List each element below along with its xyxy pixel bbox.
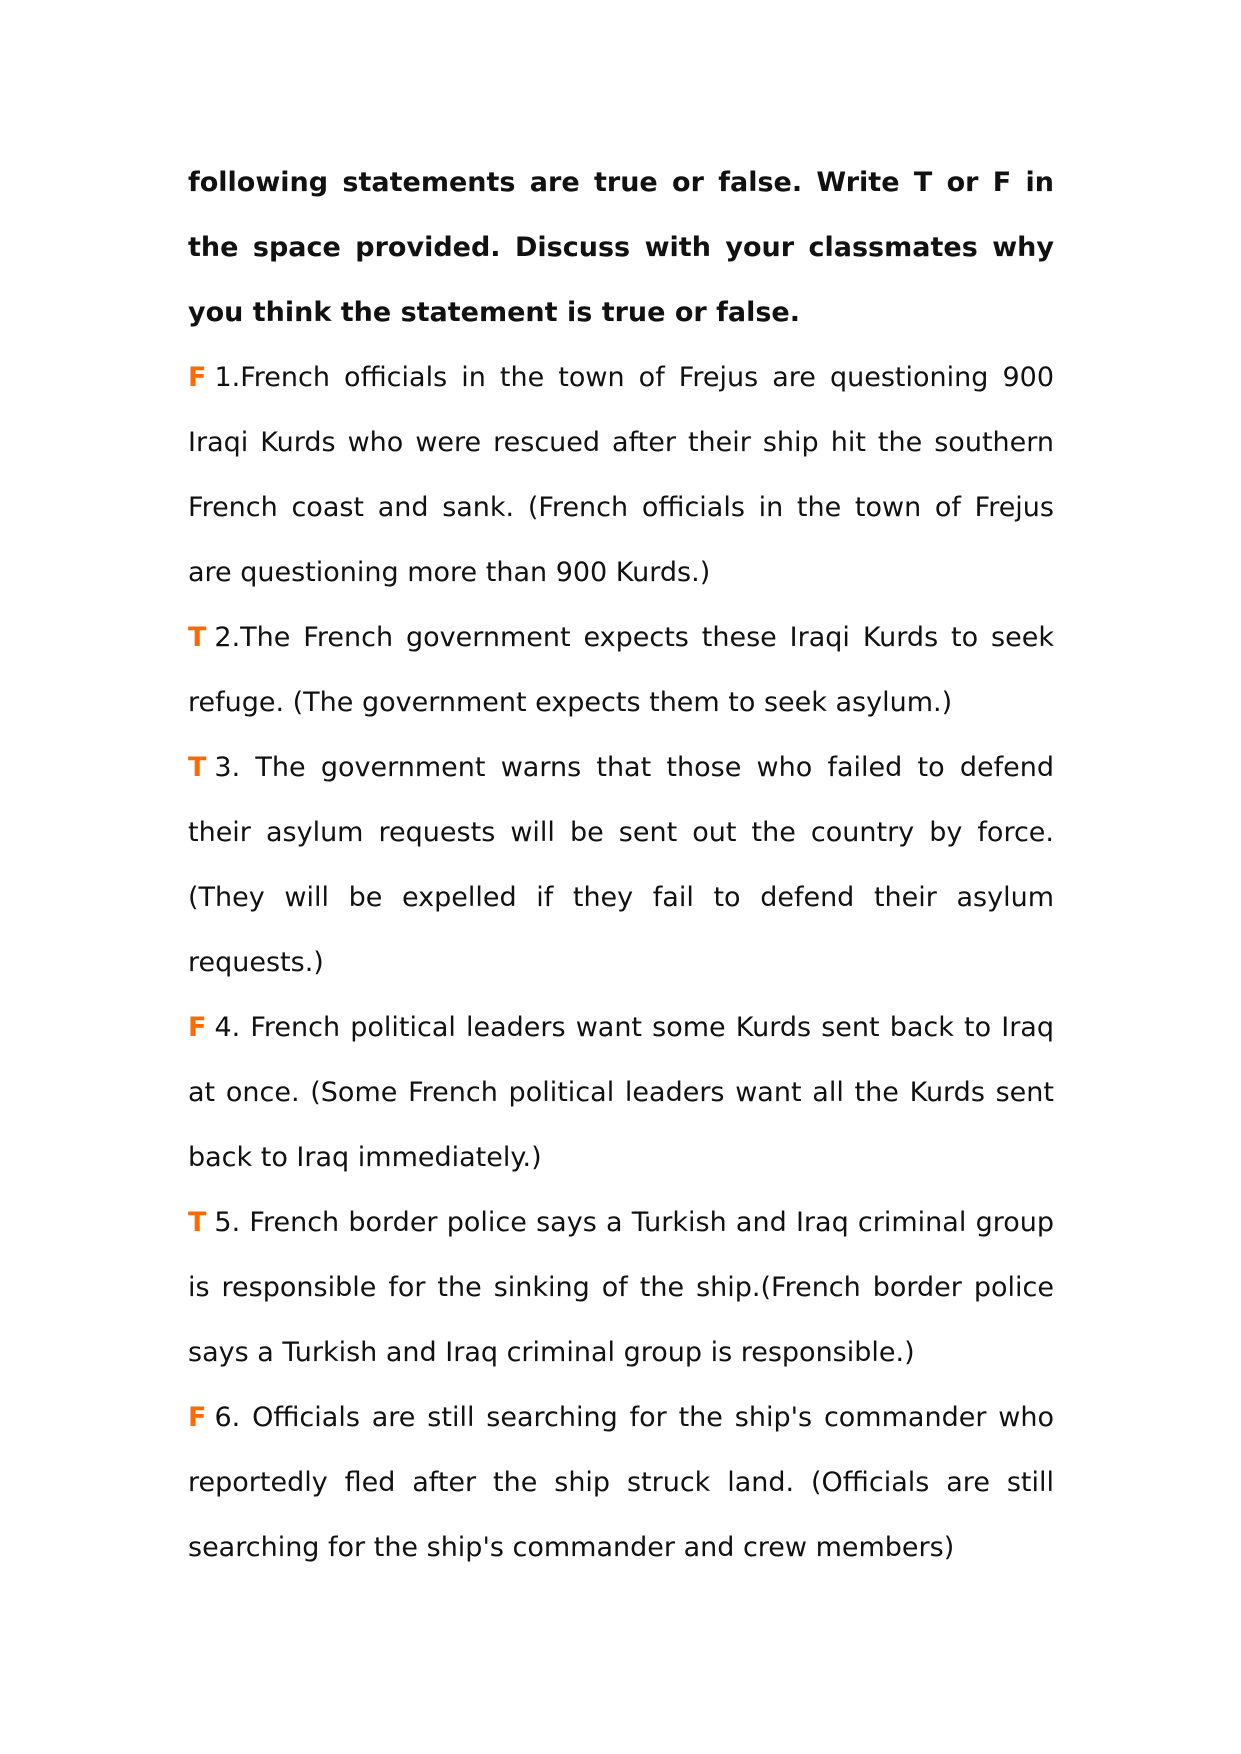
answer-mark: F [188, 1402, 207, 1433]
statement-text: 6. Officials are still searching for the ship's commander who reportedly fled after the ship struck land. (Officials are still searching for the ship's commander and crew members) [188, 1402, 1054, 1563]
answer-mark: F [188, 362, 207, 393]
statement-text: 4. French political leaders want some Kurds sent back to Iraq at once. (Some French political leaders want all the Kurds sent back to Iraq immediately.) [188, 1012, 1054, 1173]
answer-mark: T [188, 752, 207, 783]
answer-mark: T [188, 622, 207, 653]
statement-item [188, 1385, 1054, 1580]
statement-text: 3. The government warns that those who failed to defend their asylum requests will be sent out the country by force. (They will be expelled if they fail to defend their asylum requests.) [188, 752, 1054, 978]
statement-item [188, 345, 1054, 605]
answer-mark: F [188, 1012, 207, 1043]
statement-item [188, 1190, 1054, 1385]
statement-list [188, 345, 1054, 1580]
statement-text: 1.French officials in the town of Frejus are questioning 900 Iraqi Kurds who were rescued after their ship hit the southern French coast and sank. (French officials in the town of Frejus are questioning more than 900 Kurds.) [188, 362, 1054, 588]
statement-item [188, 995, 1054, 1190]
statement-item [188, 605, 1054, 735]
statement-text: 5. French border police says a Turkish and Iraq criminal group is responsible for the sinking of the ship.(French border police says a Turkish and Iraq criminal group is responsible.) [188, 1207, 1054, 1368]
instructions-text: following statements are true or false. Write T or F in the space provided. Discuss with your classmates why you think the statement is true or false. [188, 167, 1054, 328]
answer-mark: T [188, 1207, 207, 1238]
statement-item [188, 735, 1054, 995]
document-page [188, 150, 1054, 1580]
statement-text: 2.The French government expects these Iraqi Kurds to seek refuge. (The government expects them to seek asylum.) [188, 622, 1054, 718]
